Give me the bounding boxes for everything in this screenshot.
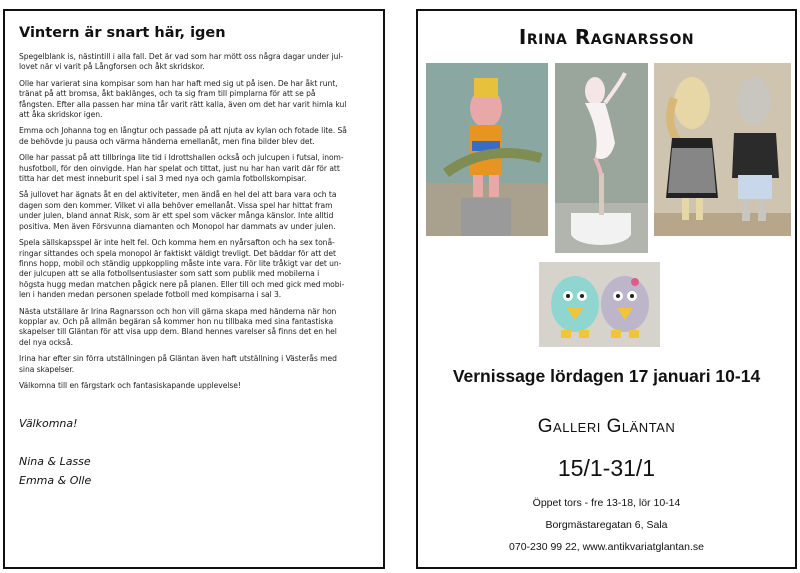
right-page-poster — [416, 9, 797, 569]
gallery-name: Galleri Gläntan — [537, 416, 676, 437]
vernissage-heading: Vernissage lördagen 17 januari 10-14 — [452, 366, 761, 386]
letter-title: Vintern är snart här, igen — [19, 25, 226, 41]
opening-hours: Öppet tors - fre 13-18, lör 10-14 — [532, 497, 681, 509]
photo-pharaoh-doll — [426, 63, 548, 236]
welcome-text: Välkomna! — [19, 417, 78, 431]
letter-paragraph-2: Olle har varierat sina kompisar som han har haft med sig ut på isen. De har åkt runt, tränat på att bromsa, åkt baklänges, och ta sig fram till pimplarna för att se på fångsten. Efter alla passen har mina tår varit rätt kalla, även om det har varit himla kul att åka skridskor igen. — [19, 78, 347, 120]
signature-line-1: Nina & Lasse — [19, 455, 91, 469]
exhibition-dates: 15/1-31/1 — [557, 455, 656, 481]
letter-paragraph-5: Så jullovet har ägnats åt en del aktiviteter, men ändå en hel del att bara vara och ta dagen som den kommer. Vilket vi alla behöver emellanåt. Vissa spel har hittat fram under julen, bland annat Risk, som är ett spel som väcker många känslor. Inte alltid positiva. Men även Försvunna diamanten och Monopol har dammats av under julen. — [19, 190, 337, 231]
gallery-contact: 070-230 99 22, www.antikvariatglantan.se — [509, 541, 704, 553]
letter-paragraph-1: Spegelblank is, nästintill i alla fall. Det är vad som har mött oss några dagar under jul- lovet när vi varit på Långforsen och åkt skridskor. — [19, 52, 344, 72]
signature-line-2: Emma & Olle — [19, 474, 92, 488]
letter-paragraph-8: Irina har efter sin förra utställningen på Gläntan även haft utställning i Västerås med sina skapelser. — [19, 354, 337, 374]
gallery-address: Borgmästaregatan 6, Sala — [545, 519, 668, 531]
left-page-letter — [3, 9, 385, 569]
letter-paragraph-7: Nästa utställare är Irina Ragnarsson och hon vill gärna skapa med händerna när hon kopplar av. Och på allmän begäran så kommer hon nu tillbaka med sina fantastiska skapelser till Gläntan för att visa upp dem. Bland hennes varelser så finns det en hel del nya också. — [19, 306, 337, 347]
artist-name: Irina Ragnarsson — [518, 25, 695, 49]
photo-bird-dolls — [539, 262, 660, 347]
letter-paragraph-4: Olle har passat på att tillbringa lite tid i Idrottshallen också och julcupen i futsal, inom- husfotboll, för den oinvigde. Han har spelat och tittat, just nu har han varit där för att titta har det mest inneburit spel i sal 3 med nya och gamla fotbollskompisar. — [19, 153, 344, 184]
letter-paragraph-6: Spela sällskapsspel är inte helt fel. Och komma hem en nyårsafton och ha sex tonå- ringar sittandes och spela monopol är faktiskt väldigt trevligt. Det bäddar för att det finns hopp, mobil och ständig uppkoppling måste inte vara. För lite tråkigt var det un- der julcupen att se alla fotbollsentusiaster som satt som publik med mobilerna i högsta hugg medan matchen pågick nere på planen. Eller till och med gick med mobi- len i handen medan personen spelade fotboll med kompisarna i sal 3. — [19, 238, 345, 300]
letter-paragraph-3: Emma och Johanna tog en långtur och passade på att njuta av kylan och fotade lite. Så de behövde ju pausa och värma händerna emellanåt, men fina bilder blev det. — [19, 126, 347, 146]
photo-horse-dolls — [654, 63, 791, 236]
photo-ballerina-doll — [555, 63, 648, 253]
letter-paragraph-9: Välkomna till en färgstark och fantasiskapande upplevelse! — [19, 380, 241, 390]
signature-block — [19, 452, 371, 490]
